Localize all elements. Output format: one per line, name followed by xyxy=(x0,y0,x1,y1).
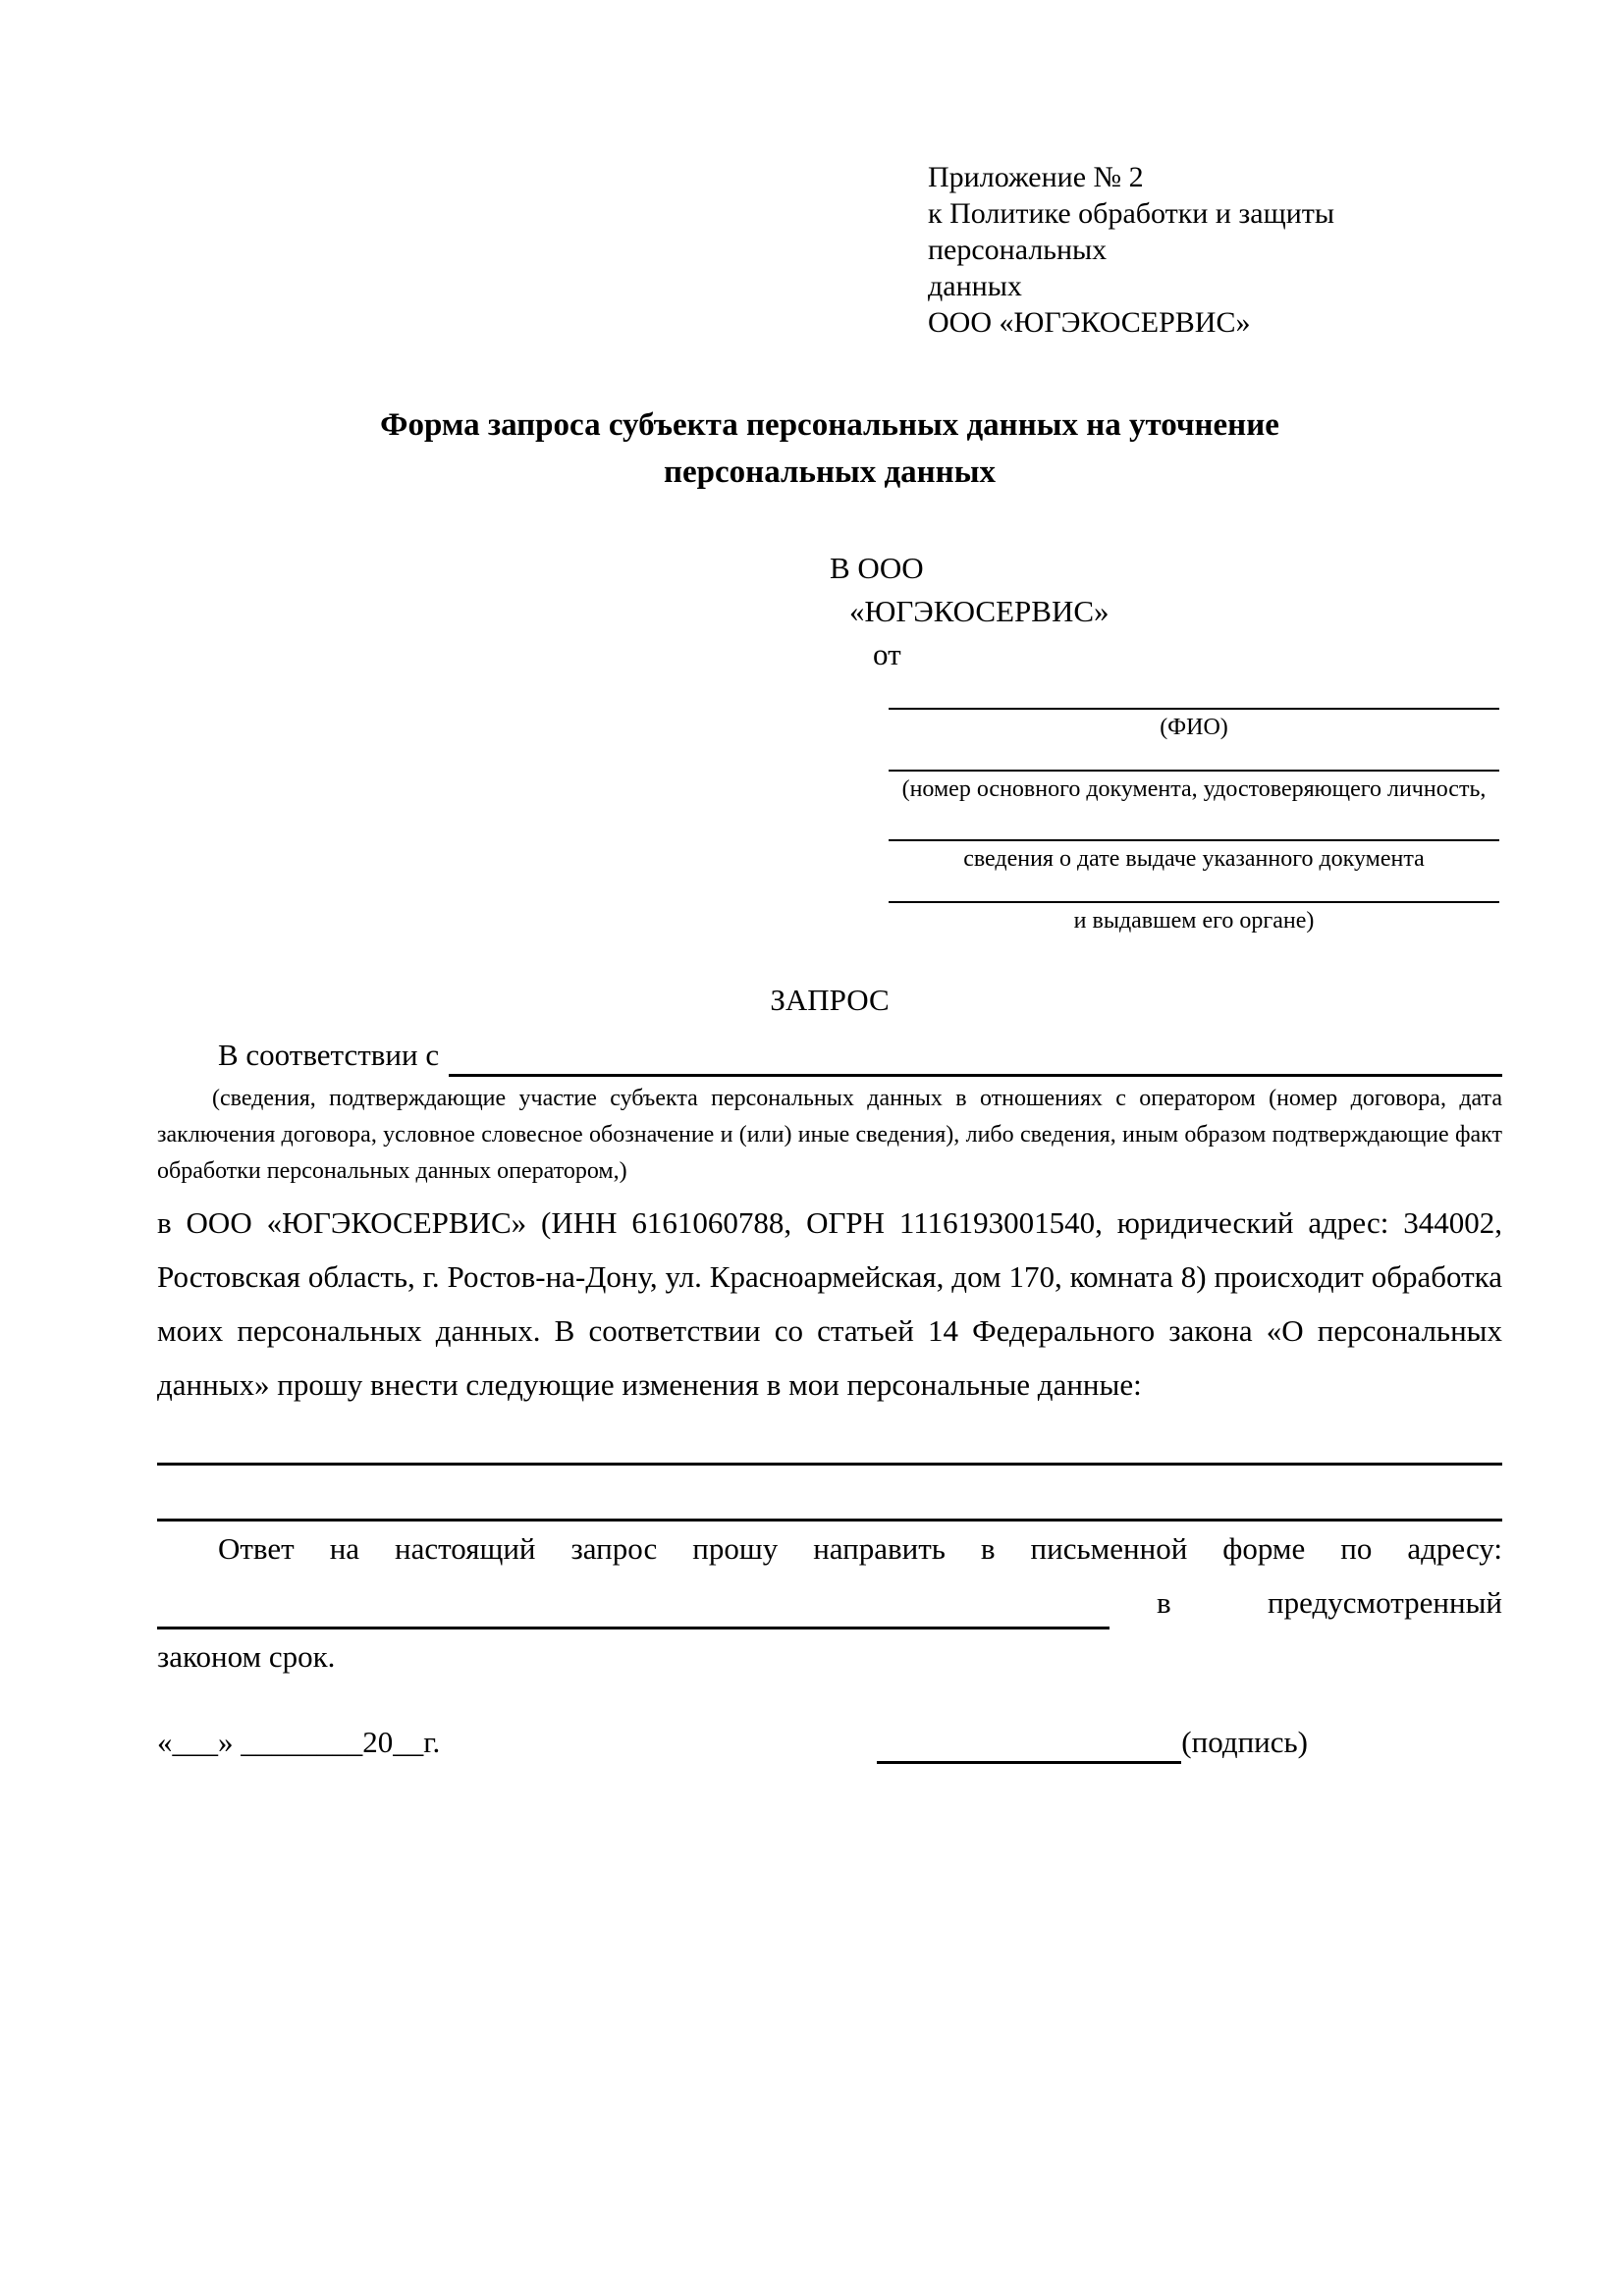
date-blank-line: «___» ________20__г. xyxy=(157,1725,441,1759)
reply-address-blank-line xyxy=(157,1585,1110,1629)
addressee-line2: «ЮГЭКОСЕРВИС» xyxy=(849,594,1110,628)
document-content xyxy=(0,159,1624,1764)
fio-caption: (ФИО) xyxy=(1160,715,1228,740)
reply-sentence: Ответ на настоящий запрос прошу направить в письменной форме по адресу: xyxy=(218,1531,1502,1566)
reply-address-line xyxy=(157,1575,1502,1629)
changes-blank-line-1 xyxy=(157,1463,1502,1466)
document-title-line2: персональных данных xyxy=(664,454,996,490)
signature-blank-line xyxy=(877,1722,1181,1764)
request-body-paragraph: в ООО «ЮГЭКОСЕРВИС» (ИНН 6161060788, ОГРН 1116193001540, юридический адрес: 344002, Ростовская область, г. Ростов-на-Дону, ул. Красноармейская, дом 170, комната 8) происходит обработка моих персональных данных. В соответствии со статьей 14 Федерального закона «О персональных данных» прошу внести следующие изменения в мои персональные данные: xyxy=(157,1205,1502,1402)
signature-caption: (подпись) xyxy=(1181,1725,1308,1759)
addressee-block xyxy=(830,547,1502,676)
issue-date-field xyxy=(889,839,1499,874)
document-title xyxy=(157,401,1502,496)
reply-word-predusmotrenny: предусмотренный xyxy=(1268,1585,1502,1620)
addressee-line1: В ООО xyxy=(830,551,924,585)
appendix-header-line: данных xyxy=(928,270,1022,302)
fio-field xyxy=(889,708,1499,742)
issuing-authority-field xyxy=(889,901,1499,935)
issuing-authority-blank-line xyxy=(889,901,1499,903)
addressee-from-label: от xyxy=(873,637,901,671)
issue-date-caption: сведения о дате выдаче указанного документа xyxy=(963,846,1425,872)
document-number-caption: (номер основного документа, удостоверяющего личность, xyxy=(901,776,1487,802)
request-intro-line xyxy=(157,1034,1502,1077)
document-title-line1: Форма запроса субъекта персональных данных на уточнение xyxy=(380,407,1279,443)
applicant-fields xyxy=(889,708,1499,935)
reply-end: законом срок. xyxy=(157,1639,336,1674)
signature-block xyxy=(877,1721,1308,1764)
reply-word-v: в xyxy=(1157,1585,1171,1620)
appendix-header-line: к Политике обработки и защиты персональных xyxy=(928,197,1335,266)
appendix-header-line: ООО «ЮГЭКОСЕРВИС» xyxy=(928,306,1251,339)
request-heading: ЗАПРОС xyxy=(770,983,890,1017)
date-signature-row xyxy=(157,1721,1502,1764)
request-basis-note: (сведения, подтверждающие участие субъекта персональных данных в отношениях с оператором (номер договора, дата заключения договора, условное словесное обозначение и (или) иные сведения), либо сведения, иным образом подтверждающие факт обработки персональных данных оператором,) xyxy=(157,1086,1502,1184)
issue-date-blank-line xyxy=(889,839,1499,841)
issuing-authority-caption: и выдавшем его органе) xyxy=(1073,908,1315,934)
appendix-header-line: Приложение № 2 xyxy=(928,161,1144,193)
document-number-blank-line xyxy=(889,770,1499,772)
request-basis-blank-line xyxy=(449,1037,1502,1077)
document-number-field xyxy=(889,770,1499,804)
fio-blank-line xyxy=(889,708,1499,710)
appendix-header xyxy=(928,159,1502,341)
request-intro-prefix: В соответствии с xyxy=(218,1038,440,1072)
